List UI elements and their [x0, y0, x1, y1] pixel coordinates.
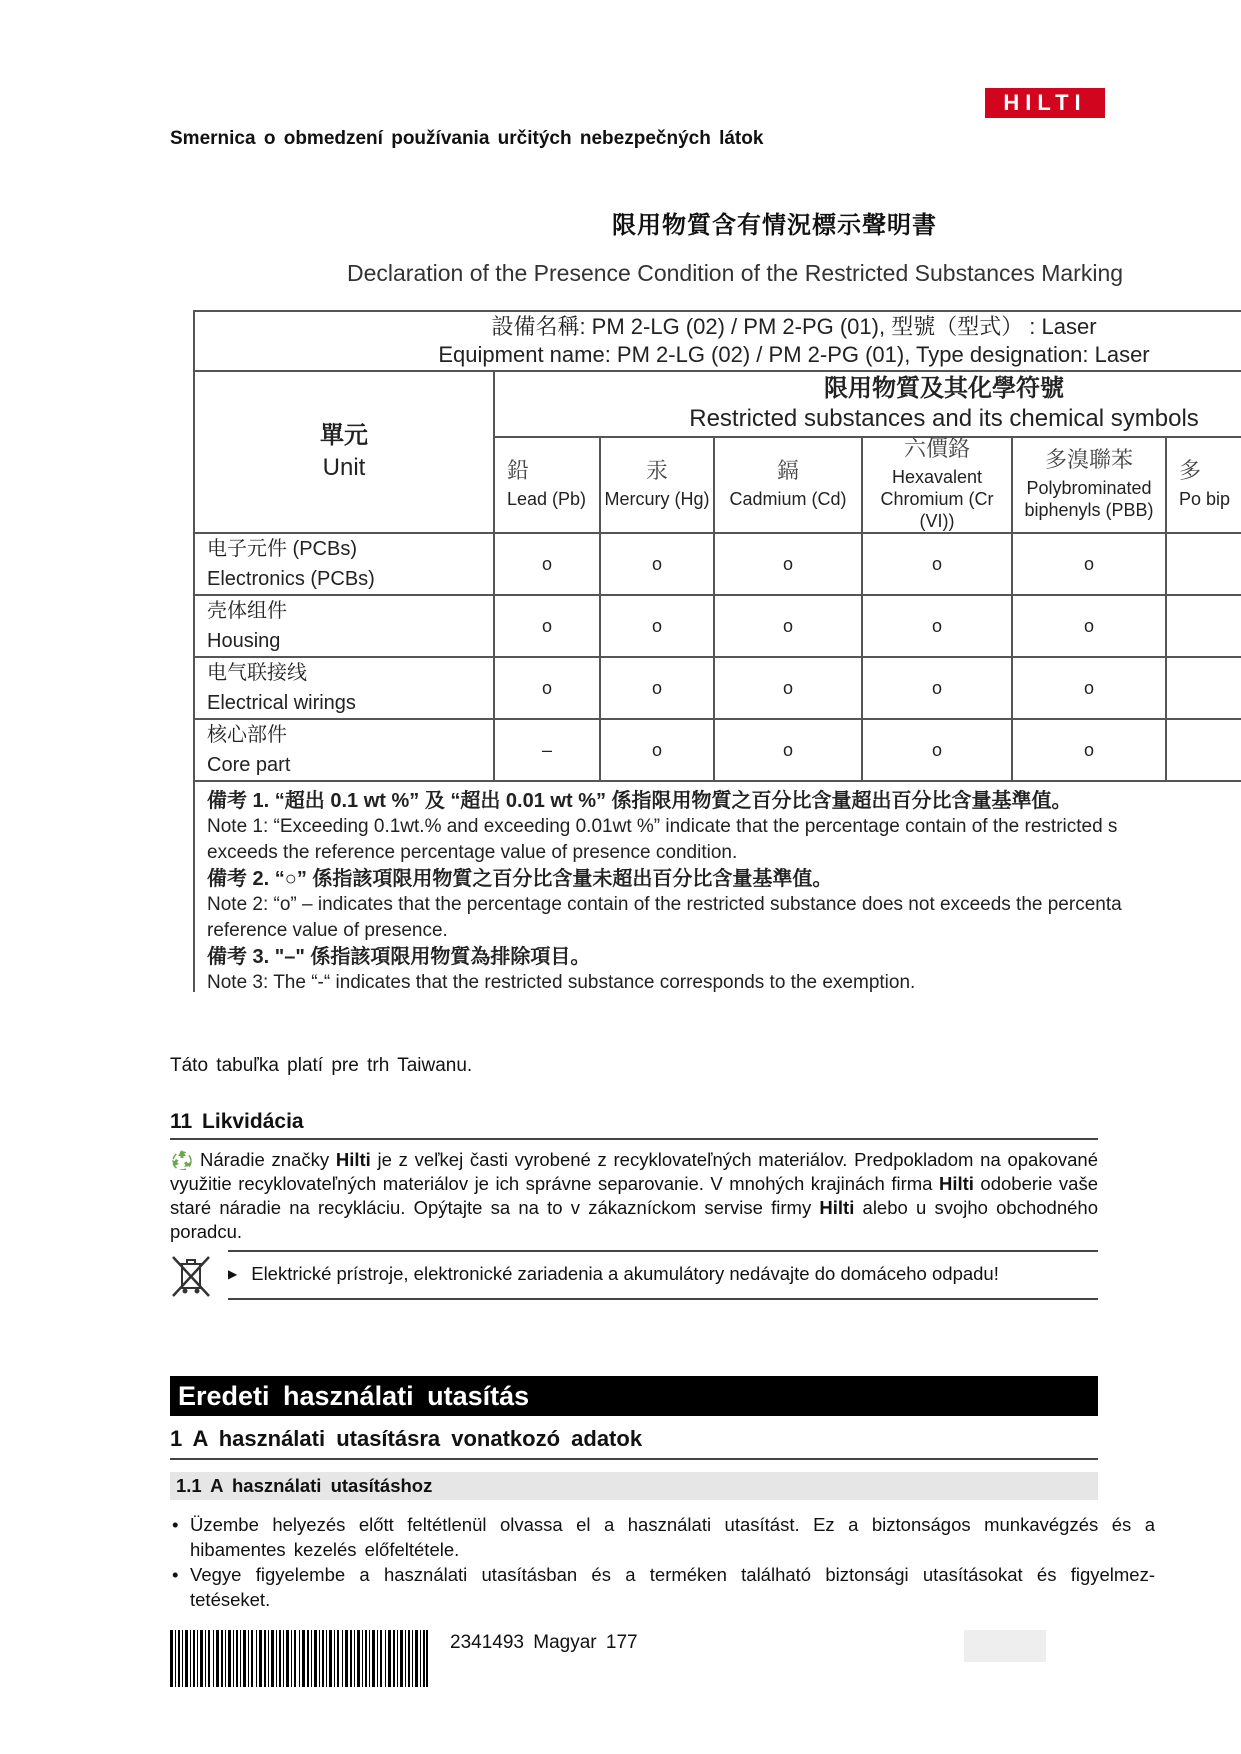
- substance-cn: 六價鉻: [903, 436, 970, 461]
- section-1-title: 1 A használati utasításra vonatkozó adatok: [170, 1426, 643, 1451]
- weee-top-rule: [228, 1250, 1098, 1252]
- recycling-paragraph: [170, 1148, 1098, 1244]
- declaration-title-cn: 限用物質含有情況標示聲明書: [612, 212, 937, 239]
- section-11-title: 11 Likvidácia: [170, 1110, 304, 1133]
- component-cn: 壳体组件: [207, 600, 287, 622]
- page-footer: 2341493 Magyar 177: [450, 1632, 638, 1653]
- recycle-icon: [170, 1148, 194, 1170]
- restricted-header-en: Restricted substances and its chemical symbols: [689, 405, 1199, 432]
- substance-cn: 鎘: [776, 458, 799, 483]
- substance-cn: 鉛: [507, 458, 530, 483]
- value-cell: o: [494, 657, 600, 719]
- section-divider: [170, 1138, 1098, 1140]
- unit-header-en: Unit: [322, 454, 366, 481]
- value-cell: o: [714, 533, 862, 595]
- substance-cn: 汞: [645, 458, 668, 483]
- value-cell: o: [494, 533, 600, 595]
- table-row: [194, 719, 1241, 781]
- restricted-header-cn: 限用物質及其化學符號: [824, 375, 1065, 402]
- list-item-text: Vegye figyelembe a használati utasításban és a terméken található biztonsági utasításokat és figyelmez-tetéseket.: [190, 1564, 1155, 1610]
- recycle-text-3: odoberie vaše staré náradie na recykláciu. Opýtajte sa na to v zákazníckom servise firmy: [170, 1173, 1098, 1218]
- table-row: [194, 533, 1241, 595]
- equipment-name-cell: [194, 311, 1241, 371]
- note-2-en-cont: reference value of presence.: [207, 920, 448, 941]
- recycle-text-2: je z veľkej časti vyrobené z recyklovateľných materiálov. Predpokladom na opakované využitie recyklovateľných materiálov je ich správne separovanie. V mnohých krajinách firma: [170, 1149, 1098, 1194]
- bullet-triangle-icon: ▶: [228, 1267, 238, 1281]
- substance-header: [1166, 437, 1241, 533]
- hilti-brand-text: Hilti: [819, 1197, 855, 1218]
- value-cell: o: [714, 719, 862, 781]
- value-cell: o: [862, 719, 1012, 781]
- notes-cell: [194, 781, 1241, 992]
- section-1-1-title: 1.1 A használati utasításhoz: [170, 1472, 1098, 1500]
- substance-en: Lead (Pb): [507, 489, 587, 509]
- recycle-text-4: alebo u svojho obchodného poradcu.: [170, 1197, 1098, 1242]
- crossed-bin-icon: [170, 1254, 212, 1298]
- hilti-logo: [985, 88, 1105, 118]
- value-cell: o: [862, 657, 1012, 719]
- component-cell: [194, 657, 494, 719]
- substance-cn: 多溴聯苯: [1044, 447, 1133, 472]
- component-cn: 核心部件: [207, 724, 287, 746]
- component-cell: [194, 533, 494, 595]
- barcode-image: [170, 1630, 428, 1687]
- component-cell: [194, 595, 494, 657]
- substance-header: [494, 437, 600, 533]
- substance-en: Polybrominated biphenyls (PBB): [1024, 478, 1154, 520]
- rohs-table-container: [193, 310, 1241, 992]
- substance-cn: 多: [1179, 458, 1202, 483]
- page-header-title: Smernica o obmedzení používania určitých nebezpečných látok: [170, 128, 764, 149]
- weee-warning-text: Elektrické prístroje, elektronické zariadenia a akumulátory nedávajte do domáceho odpadu!: [251, 1263, 999, 1284]
- substance-en: Cadmium (Cd): [729, 489, 847, 509]
- value-cell: o: [600, 595, 714, 657]
- substance-header: [600, 437, 714, 533]
- unit-header-cn: 單元: [320, 422, 368, 449]
- table-row: [194, 595, 1241, 657]
- bullet-dot: •: [172, 1564, 179, 1585]
- substance-en: Mercury (Hg): [604, 489, 710, 509]
- component-cell: [194, 719, 494, 781]
- weee-bottom-rule: [228, 1298, 1098, 1300]
- value-cell: o: [1012, 719, 1166, 781]
- rohs-table: [193, 310, 1241, 992]
- list-item: [170, 1562, 1155, 1612]
- note-1-cn: 備考 1. “超出 0.1 wt %” 及 “超出 0.01 wt %” 係指限用物質之百分比含量超出百分比含量基準值。: [207, 790, 1072, 812]
- value-cell: o: [494, 595, 600, 657]
- value-cell: o: [1012, 657, 1166, 719]
- equipment-name-en: Equipment name: PM 2-LG (02) / PM 2-PG (01), Type designation: Laser: [438, 342, 1150, 367]
- value-cell: o: [600, 657, 714, 719]
- logo-text: HILTI: [1003, 90, 1087, 115]
- value-cell: [1166, 595, 1241, 657]
- value-cell: o: [714, 595, 862, 657]
- note-3-en: Note 3: The “-“ indicates that the restricted substance corresponds to the exemption.: [207, 972, 916, 992]
- component-en: Core part: [207, 754, 291, 776]
- note-1-en: Note 1: “Exceeding 0.1wt.% and exceeding 0.01wt %” indicate that the percentage contain of the restricted s: [207, 816, 1118, 837]
- note-2-cn: 備考 2. “○” 係指該項限用物質之百分比含量未超出百分比含量基準值。: [207, 868, 833, 890]
- substance-en: Hexavalent Chromium (Cr (VI)): [880, 467, 994, 531]
- weee-warning: [228, 1263, 999, 1285]
- section-divider: [170, 1458, 1098, 1460]
- value-cell: o: [862, 595, 1012, 657]
- value-cell: [1166, 657, 1241, 719]
- value-cell: –: [494, 719, 600, 781]
- value-cell: o: [1012, 595, 1166, 657]
- hilti-brand-text: Hilti: [335, 1149, 371, 1170]
- note-2-en: Note 2: “o” – indicates that the percentage contain of the restricted substance does not exceeds the percenta: [207, 894, 1122, 915]
- component-en: Housing: [207, 630, 281, 652]
- value-cell: o: [600, 533, 714, 595]
- value-cell: [1166, 719, 1241, 781]
- value-cell: o: [1012, 533, 1166, 595]
- substance-header: [714, 437, 862, 533]
- substance-header: [1012, 437, 1166, 533]
- unit-header-cell: [194, 371, 494, 533]
- value-cell: o: [714, 657, 862, 719]
- restricted-substances-header: [494, 371, 1241, 437]
- list-item-text: Üzembe helyezés előtt feltétlenül olvassa el a használati utasítást. Ez a biztonságos munkavégzés és a hibamentes kezelés előfeltétele.: [190, 1514, 1155, 1560]
- recycle-text-1: Náradie značky: [200, 1149, 336, 1170]
- declaration-title-en: Declaration of the Presence Condition of the Restricted Substances Marking: [347, 260, 1124, 286]
- value-cell: o: [862, 533, 1012, 595]
- note-1-en-cont: exceeds the reference percentage value of presence condition.: [207, 842, 738, 863]
- component-cn: 电气联接线: [207, 662, 307, 684]
- bullet-dot: •: [172, 1514, 179, 1535]
- substance-header: [862, 437, 1012, 533]
- equipment-name-cn: 設備名稱: PM 2-LG (02) / PM 2-PG (01), 型號（型式） : Laser: [491, 314, 1097, 339]
- component-en: Electrical wirings: [207, 692, 356, 714]
- note-3-cn: 備考 3. "–" 係指該項限用物質為排除項目。: [207, 946, 591, 968]
- taiwan-market-note: Táto tabuľka platí pre trh Taiwanu.: [170, 1055, 473, 1076]
- substance-en: Po bip: [1179, 489, 1231, 509]
- component-en: Electronics (PCBs): [207, 568, 375, 590]
- component-cn: 电子元件 (PCBs): [207, 538, 357, 560]
- value-cell: o: [600, 719, 714, 781]
- table-row: [194, 657, 1241, 719]
- instruction-list: [170, 1512, 1155, 1612]
- manual-banner: Eredeti használati utasítás: [170, 1376, 1098, 1416]
- value-cell: [1166, 533, 1241, 595]
- hilti-brand-text: Hilti: [938, 1173, 974, 1194]
- footer-gray-box: [964, 1630, 1046, 1662]
- list-item: [170, 1512, 1155, 1562]
